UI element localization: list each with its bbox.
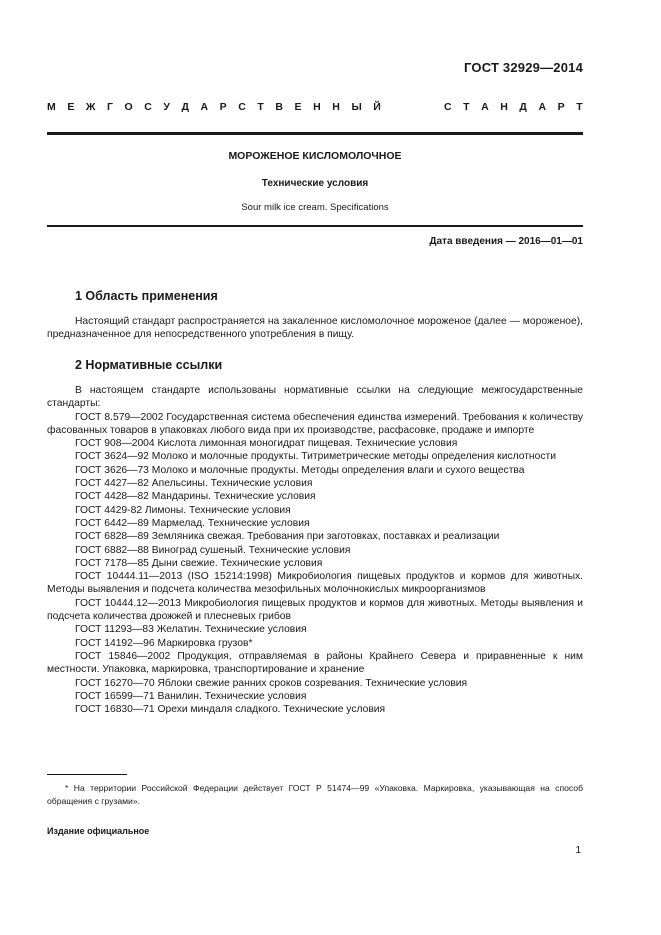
references-items [47, 411, 583, 717]
interstate-word-2-letter: А [538, 101, 547, 113]
interstate-word-1-letter: Г [106, 101, 113, 113]
interstate-word-1-letter: Н [313, 101, 321, 113]
reference-item: ГОСТ 6828—89 Земляника свежая. Требования при заготовках, поставках и реализации [75, 531, 500, 543]
interstate-word-1-letter: В [275, 101, 283, 113]
interstate-word-1-letter: О [124, 101, 133, 113]
references-list [47, 384, 583, 716]
interstate-word-1-letter: Ж [85, 101, 96, 113]
reference-item: ГОСТ 4427—82 Апельсины. Технические условия [75, 478, 313, 490]
reference-item: ГОСТ 16270—70 Яблоки свежие ранних сроков созревания. Технические условия [75, 677, 468, 689]
interstate-word-1-letter: У [163, 101, 170, 113]
interstate-word-2-letter: А [481, 101, 489, 113]
references-intro: В настоящем стандарте использованы нормативные ссылки на следующие межгосударственные стандарты: [47, 385, 583, 410]
section-1-text [47, 315, 583, 342]
interstate-word-1-letter: С [144, 101, 152, 113]
reference-item: ГОСТ 8.579—2002 Государственная система обеспечения единства измерений. Требования к количеству фасованных товаров в упаковках любого вида при их производстве, расфасовке, продаже и импорте [47, 411, 583, 436]
reference-item: ГОСТ 6882—88 Виноград сушеный. Технические условия [75, 544, 351, 556]
section-2-heading: 2 Нормативные ссылки [75, 358, 223, 372]
reference-item: ГОСТ 11293—83 Желатин. Технические условия [75, 624, 307, 636]
page-number: 1 [575, 845, 581, 856]
standard-number: ГОСТ 32929—2014 [464, 60, 583, 75]
interstate-word-1-letter: Т [257, 101, 264, 113]
interstate-word-2-letter: Н [500, 101, 508, 113]
interstate-word-2-letter: Т [463, 101, 470, 113]
introduction-date: Дата введения — 2016—01—01 [429, 236, 583, 247]
interstate-word-1-letter: Н [332, 101, 340, 113]
reference-item: ГОСТ 6442—89 Мармелад. Технические условия [75, 517, 310, 529]
reference-item: ГОСТ 14192—96 Маркировка грузов* [75, 637, 253, 649]
interstate-word-1-letter: Д [181, 101, 189, 113]
interstate-word-1-letter: М [47, 101, 56, 113]
document-subtitle: Технические условия [261, 178, 369, 189]
reference-item: ГОСТ 3624—92 Молоко и молочные продукты. Титриметрические методы определения кислотности [75, 451, 556, 463]
interstate-word-1-letter: Р [219, 101, 227, 113]
reference-item: ГОСТ 10444.11—2013 (ISO 15214:1998) Микробиология пищевых продуктов и кормов для животных. Методы выявления и подсчета количества мезофильных молочнокислых микроорганизмов [47, 571, 583, 596]
footnote [47, 782, 583, 807]
header-rule [47, 132, 583, 135]
interstate-word-2-letter: С [443, 101, 452, 113]
reference-item: ГОСТ 16830—71 Орехи миндаля сладкого. Технические условия [75, 704, 386, 716]
interstate-word-2-letter: Д [519, 101, 527, 113]
interstate-word-1-letter: А [200, 101, 209, 113]
interstate-word-2-letter: Р [557, 101, 565, 113]
reference-item: ГОСТ 908—2004 Кислота лимонная моногидрат пищевая. Технические условия [75, 438, 458, 450]
reference-item: ГОСТ 4428—82 Мандарины. Технические условия [75, 491, 316, 503]
reference-item: ГОСТ 4429-82 Лимоны. Технические условия [75, 504, 291, 516]
reference-item: ГОСТ 3626—73 Молоко и молочные продукты. Методы определения влаги и сухого вещества [75, 464, 525, 476]
document-title: МОРОЖЕНОЕ КИСЛОМОЛОЧНОЕ [228, 150, 402, 162]
section-1-paragraph: Настоящий стандарт распространяется на закаленное кисломолочное мороженое (далее — мороженое), предназначенное для непосредственного употребления в пищу. [47, 316, 583, 341]
official-edition-label: Издание официальное [47, 826, 150, 836]
interstate-word-2-letter: Т [576, 101, 583, 113]
title-rule [47, 225, 583, 227]
reference-item: ГОСТ 15846—2002 Продукция, отправляемая в районы Крайнего Севера и приравненные к ним местности. Упаковка, маркировка, транспортирование и хранение [47, 650, 583, 676]
footnote-text: * На территории Российской Федерации действует ГОСТ Р 51474—99 «Упаковка. Маркировка, указывающая на способ обращения с грузами». [47, 783, 583, 806]
reference-item: ГОСТ 7178—85 Дыни свежие. Технические условия [75, 557, 323, 569]
interstate-word-1-letter: Е [67, 101, 75, 113]
english-title: Sour milk ice cream. Specifications [241, 202, 389, 213]
banner-gap [392, 101, 432, 113]
interstate-word-1-letter: С [238, 101, 246, 113]
reference-item: ГОСТ 16599—71 Ванилин. Технические условия [75, 690, 307, 702]
footnote-rule [47, 774, 127, 775]
interstate-word-1-letter: Й [373, 101, 381, 113]
reference-item: ГОСТ 10444.12—2013 Микробиология пищевых продуктов и кормов для животных. Методы выявления и подсчета количества дрожжей и плесневых грибов [47, 597, 583, 623]
section-1-heading: 1 Область применения [75, 289, 218, 303]
interstate-standard-banner [47, 101, 583, 113]
interstate-word-1-letter: Ы [351, 101, 362, 113]
interstate-word-1-letter: Е [294, 101, 302, 113]
